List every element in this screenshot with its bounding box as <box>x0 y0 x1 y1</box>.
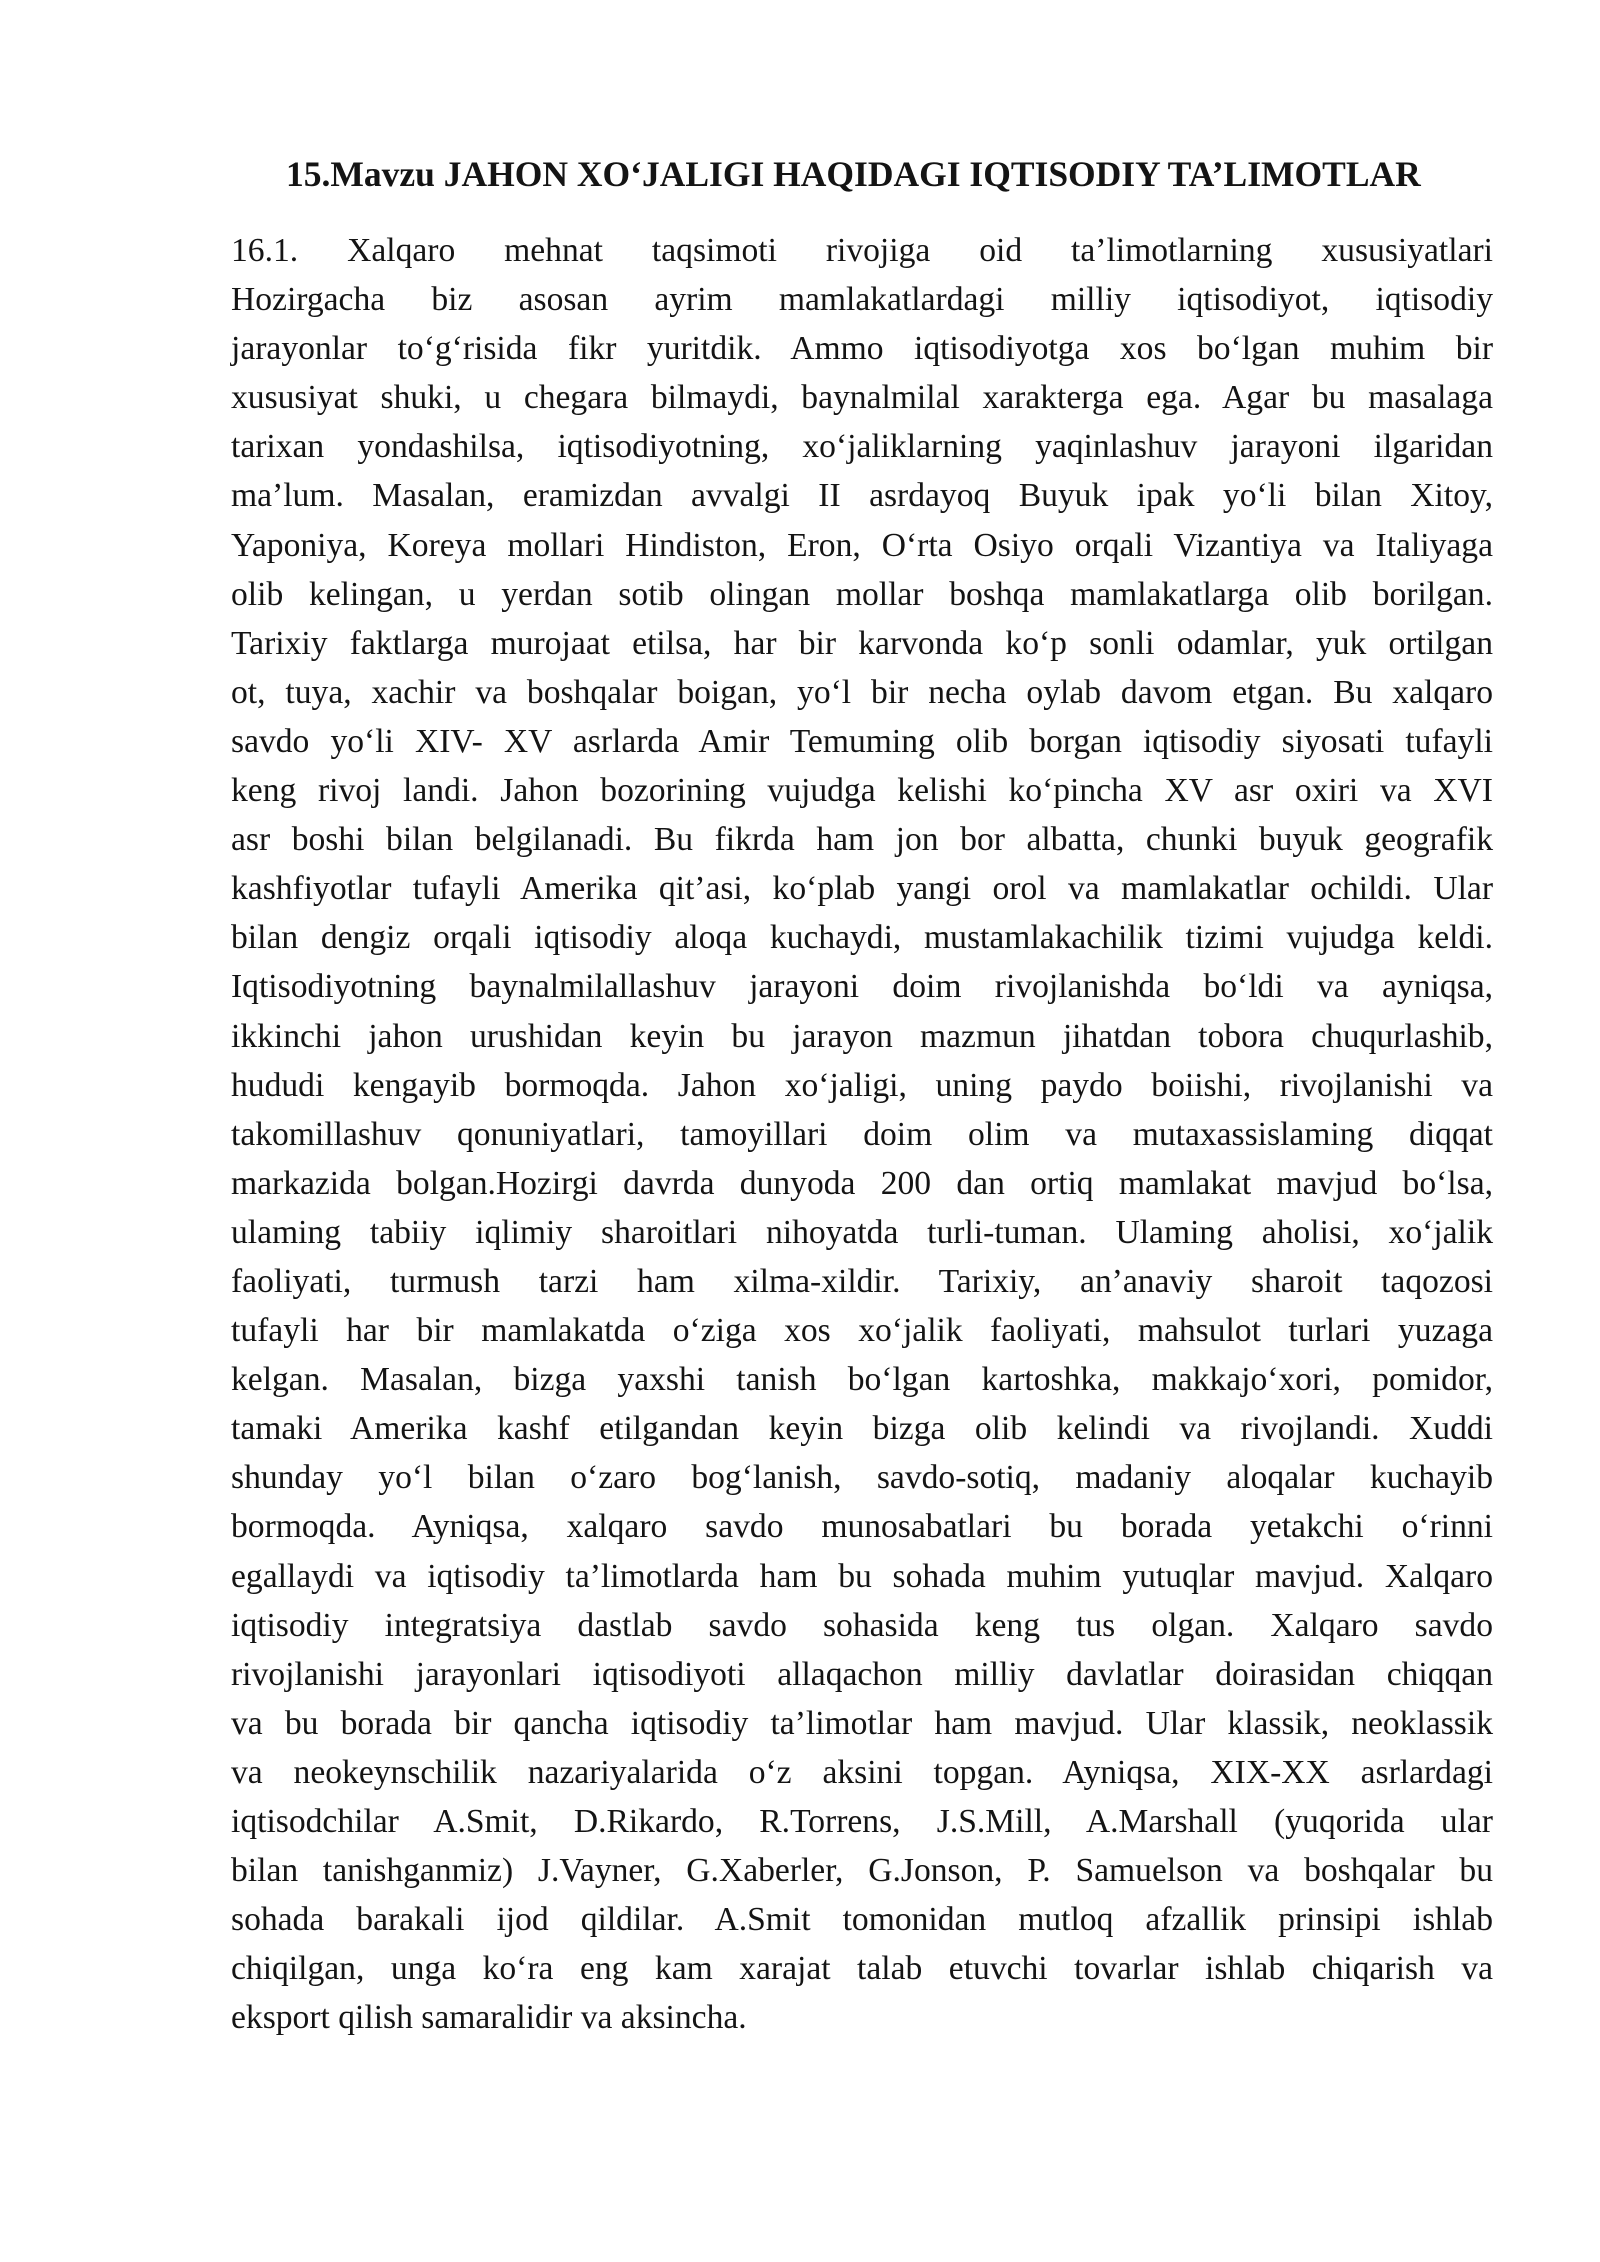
body-text-line: egallaydi va iqtisodiy ta’limotlarda ham bu sohada muhim yutuqlar mavjud. Xalqaro <box>231 1557 1493 1595</box>
body-text-line: takomillashuv qonuniyatlari, tamoyillari doim olim va mutaxassislaming diqqat <box>231 1115 1493 1153</box>
document-title: 15.Mavzu JAHON XO‘JALIGI HAQIDAGI IQTISODIY TA’LIMOTLAR <box>286 154 1421 194</box>
body-text-line: Iqtisodiyotning baynalmilallashuv jarayoni doim rivojlanishda bo‘ldi va ayniqsa, <box>231 968 1493 1006</box>
body-text-line: kashfiyotlar tufayli Amerika qit’asi, ko‘plab yangi orol va mamlakatlar ochildi. Ular <box>231 870 1493 908</box>
body-text-line: tamaki Amerika kashf etilgandan keyin bizga olib kelindi va rivojlandi. Xuddi <box>231 1410 1493 1448</box>
body-text-line: ot, tuya, xachir va boshqalar boigan, yo‘l bir necha oylab davom etgan. Bu xalqaro <box>231 673 1493 711</box>
body-text-line: ulaming tabiiy iqlimiy sharoitlari nihoyatda turli-tuman. Ulaming aholisi, xo‘jalik <box>231 1213 1493 1251</box>
document-body <box>231 226 1493 2042</box>
body-text-line: va bu borada bir qancha iqtisodiy ta’limotlar ham mavjud. Ular klassik, neoklassik <box>231 1704 1493 1742</box>
body-text-line: xususiyat shuki, u chegara bilmaydi, baynalmilal xarakterga ega. Agar bu masalaga <box>231 379 1493 417</box>
body-text-line: bormoqda. Ayniqsa, xalqaro savdo munosabatlari bu borada yetakchi o‘rinni <box>231 1508 1493 1546</box>
body-text-line: chiqilgan, unga ko‘ra eng kam xarajat talab etuvchi tovarlar ishlab chiqarish va <box>231 1950 1493 1988</box>
body-text-line: tarixan yondashilsa, iqtisodiyotning, xo‘jaliklarning yaqinlashuv jarayoni ilgaridan <box>231 428 1493 466</box>
body-text-line: markazida bolgan.Hozirgi davrda dunyoda 200 dan ortiq mamlakat mavjud bo‘lsa, <box>231 1164 1493 1202</box>
body-text-line: va neokeynschilik nazariyalarida o‘z aksini topgan. Ayniqsa, XIX-XX asrlardagi <box>231 1753 1493 1791</box>
body-text-line: iqtisodiy integratsiya dastlab savdo sohasida keng tus olgan. Xalqaro savdo <box>231 1606 1493 1644</box>
body-text-line: tufayli har bir mamlakatda o‘ziga xos xo‘jalik faoliyati, mahsulot turlari yuzaga <box>231 1312 1493 1350</box>
body-text-line: Hozirgacha biz asosan ayrim mamlakatlardagi milliy iqtisodiyot, iqtisodiy <box>231 281 1493 319</box>
body-text-line: ikkinchi jahon urushidan keyin bu jarayon mazmun jihatdan tobora chuqurlashib, <box>231 1017 1493 1055</box>
body-text-line: faoliyati, turmush tarzi ham xilma-xildir. Tarixiy, an’anaviy sharoit taqozosi <box>231 1262 1493 1300</box>
body-text-line: kelgan. Masalan, bizga yaxshi tanish bo‘lgan kartoshka, makkajo‘xori, pomidor, <box>231 1361 1493 1399</box>
body-text-line: shunday yo‘l bilan o‘zaro bog‘lanish, savdo-sotiq, madaniy aloqalar kuchayib <box>231 1459 1493 1497</box>
body-text-line: asr boshi bilan belgilanadi. Bu fikrda ham jon bor albatta, chunki buyuk geografik <box>231 821 1493 859</box>
body-text-line: keng rivoj landi. Jahon bozorining vujudga kelishi ko‘pincha XV asr oxiri va XVI <box>231 772 1493 810</box>
body-text-line: rivojlanishi jarayonlari iqtisodiyoti allaqachon milliy davlatlar doirasidan chiqqan <box>231 1655 1493 1693</box>
body-text-line: iqtisodchilar A.Smit, D.Rikardo, R.Torrens, J.S.Mill, A.Marshall (yuqorida ular <box>231 1803 1493 1840</box>
body-text-line: olib kelingan, u yerdan sotib olingan mollar boshqa mamlakatlarga olib borilgan. <box>231 575 1493 613</box>
body-text-line: 16.1. Xalqaro mehnat taqsimoti rivojiga oid ta’limotlarning xususiyatlari <box>231 232 1493 269</box>
body-text-line: Yaponiya, Koreya mollari Hindiston, Eron, O‘rta Osiyo orqali Vizantiya va Italiyaga <box>231 526 1493 564</box>
body-text-line: jarayonlar to‘g‘risida fikr yuritdik. Ammo iqtisodiyotga xos bo‘lgan muhim bir <box>231 330 1493 368</box>
body-text-line: Tarixiy faktlarga murojaat etilsa, har bir karvonda ko‘p sonli odamlar, yuk ortilgan <box>231 624 1493 662</box>
body-text-line: bilan dengiz orqali iqtisodiy aloqa kuchaydi, mustamlakachilik tizimi vujudga keldi. <box>231 919 1493 957</box>
body-text-line: savdo yo‘li XIV- XV asrlarda Amir Temuming olib borgan iqtisodiy siyosati tufayli <box>231 722 1493 760</box>
body-text-line: hududi kengayib bormoqda. Jahon xo‘jaligi, uning paydo boiishi, rivojlanishi va <box>231 1066 1493 1104</box>
body-text-line: bilan tanishganmiz) J.Vayner, G.Xaberler, G.Jonson, P. Samuelson va boshqalar bu <box>231 1852 1493 1890</box>
body-text-line: ma’lum. Masalan, eramizdan avvalgi II asrdayoq Buyuk ipak yo‘li bilan Xitoy, <box>231 477 1493 515</box>
body-text-line: eksport qilish samaralidir va aksincha. <box>231 1999 747 2037</box>
body-text-line: sohada barakali ijod qildilar. A.Smit tomonidan mutloq afzallik prinsipi ishlab <box>231 1901 1493 1939</box>
